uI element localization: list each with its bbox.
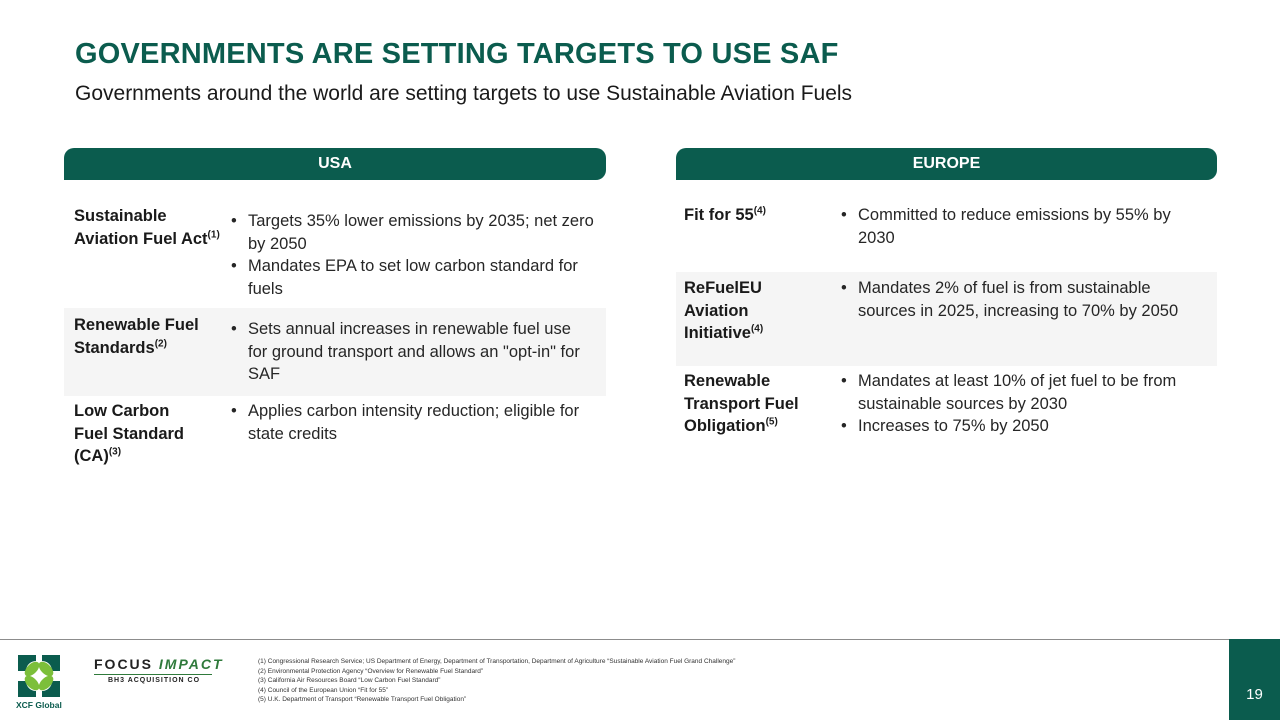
xcf-logo-text: XCF Global [16, 700, 62, 710]
bullet-item: • Mandates EPA to set low carbon standard for fuels [230, 255, 594, 300]
usa-row-lcfs [64, 396, 606, 476]
usa-panel [64, 148, 606, 476]
row-bullets [230, 205, 606, 308]
row-label: Low Carbon Fuel Standard (CA)$^{(3)}$ [74, 402, 185, 465]
four-leaf-knot-icon [16, 653, 62, 699]
footnote: (1) Congressional Research Service; US Department of Energy, Department of Transportation, Department of Agriculture “Sustainable Aviation Fuel Grand Challenge” [258, 658, 736, 665]
row-label: Sustainable Aviation Fuel Act$^{(1)}$ [74, 207, 220, 248]
logo-word-focus: FOCUS [94, 656, 153, 672]
bullet-item: • Sets annual increases in renewable fuel use for ground transport and allows an "opt-in" for SAF [230, 318, 594, 386]
europe-row-rtfo [676, 366, 1217, 446]
europe-header: EUROPE [676, 148, 1217, 180]
logo-subline: BH3 ACQUISITION CO [108, 677, 201, 684]
page-number: 19 [1229, 639, 1280, 720]
slide-title: GOVERNMENTS ARE SETTING TARGETS TO USE SAF [75, 38, 839, 70]
slide-subtitle: Governments around the world are setting targets to use Sustainable Aviation Fuels [75, 82, 853, 105]
footnotes [258, 657, 735, 705]
bullet-item: • Increases to 75% by 2050 [840, 415, 1205, 438]
bullet-item: • Committed to reduce emissions by 55% by 2030 [840, 204, 1205, 249]
row-label: Renewable Fuel Standards$^{(2)}$ [74, 316, 199, 357]
row-label: ReFuelEU Aviation Initiative$^{(4)}$ [684, 279, 764, 342]
row-bullets [834, 277, 1217, 366]
footnote: (5) U.K. Department of Transport “Renewable Transport Fuel Obligation” [258, 696, 467, 704]
bullet-item: • Mandates at least 10% of jet fuel to be from sustainable sources by 2030 [840, 370, 1205, 415]
bullet-item: • Applies carbon intensity reduction; eligible for state credits [230, 400, 594, 445]
europe-row-refueleu [676, 272, 1217, 366]
footnote: (3) California Air Resources Board “Low Carbon Fuel Standard” [258, 677, 441, 685]
focus-impact-logo [94, 656, 224, 684]
logo-rule [94, 674, 212, 675]
footnote: (2) Environmental Protection Agency “Overview for Renewable Fuel Standard” [258, 667, 484, 675]
usa-header: USA [64, 148, 606, 180]
row-label: Renewable Transport Fuel Obligation$^{(5)}$ [684, 372, 799, 435]
footnote: (4) Council of the European Union “Fit for 55” [258, 686, 389, 694]
europe-panel [676, 148, 1217, 446]
row-label: Fit for 55$^{(4)}$ [684, 205, 766, 224]
row-bullets [840, 370, 1217, 446]
row-bullets [230, 314, 606, 396]
europe-row-fit-for-55 [676, 180, 1217, 272]
bullet-item: • Targets 35% lower emissions by 2035; net zero by 2050 [230, 210, 594, 255]
usa-row-saf-act [64, 180, 606, 308]
usa-row-rfs [64, 308, 606, 396]
footer-divider [0, 639, 1229, 640]
logo-word-impact: IMPACT [158, 656, 224, 672]
row-bullets [210, 400, 606, 476]
bullet-item: • Mandates 2% of fuel is from sustainable sources in 2025, increasing to 70% by 2050 [840, 277, 1205, 322]
row-bullets [840, 204, 1217, 272]
